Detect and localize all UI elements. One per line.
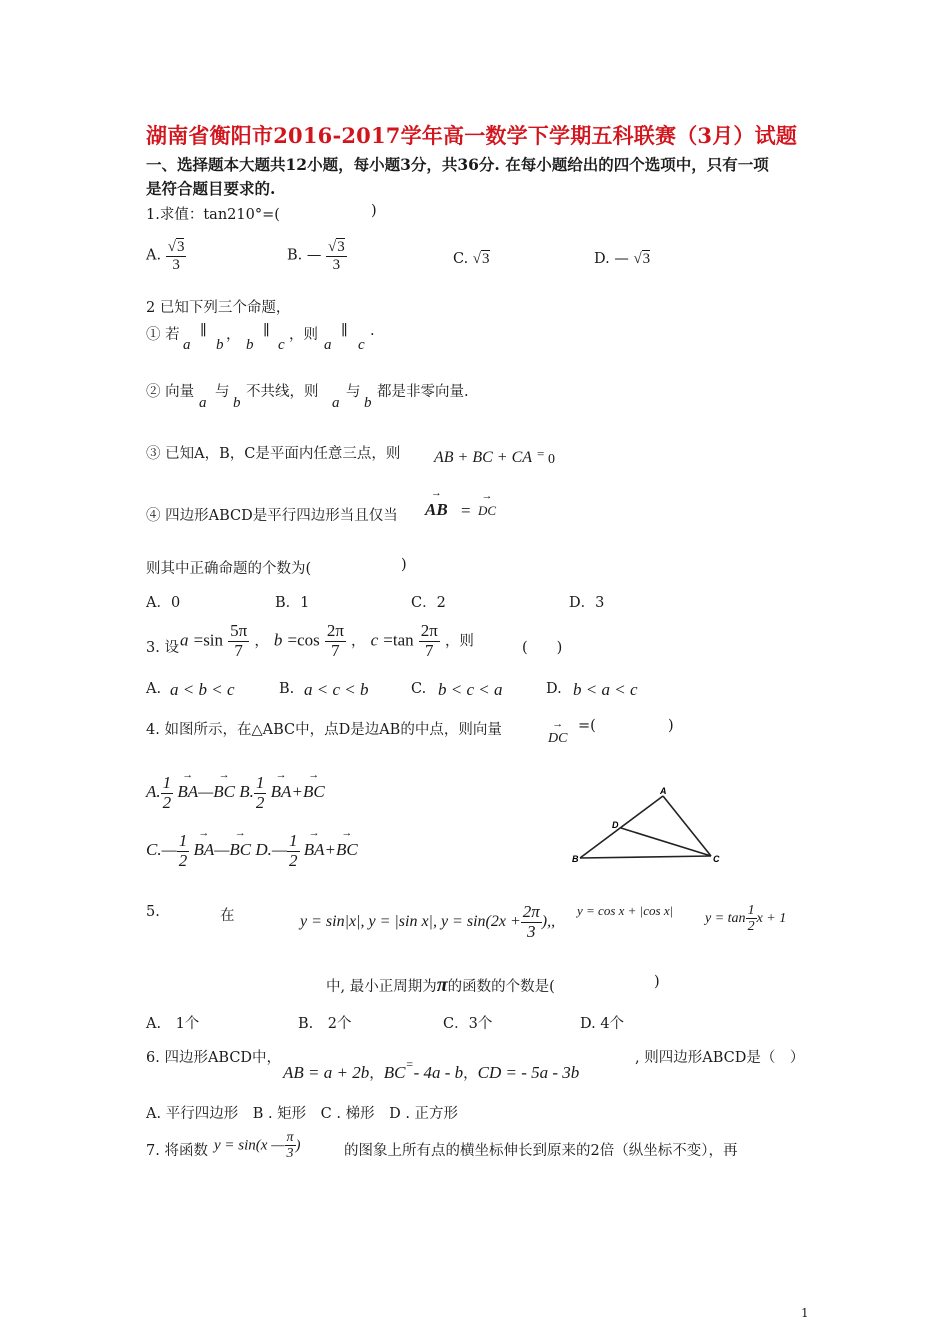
q2-p1-c2: c (358, 337, 365, 353)
q5-option-d: D. 4个 (580, 1016, 625, 1032)
q2-p2-nonzero: 都是非零向量. (377, 384, 469, 400)
q2-prop-4: ④ 四边形ABCD是平行四边形当且仅当 (146, 508, 398, 524)
q3-label-c: C. (411, 681, 427, 697)
q5-functions: y = sin|x|, y = |sin x|, y = sin(2x + $\frac{2\pi}{3}$ ),, (300, 902, 556, 941)
q1-option-b: B. — $\frac{√3}{3}$ (287, 239, 345, 273)
q3-option-a: a < b < c (170, 680, 235, 699)
q2-p2-and: 与 (215, 384, 230, 400)
q2-ask: 则其中正确命题的个数为( (146, 561, 312, 577)
q2-p1-end: . (370, 323, 375, 339)
q2-p3-zero: 0 (548, 452, 555, 467)
q4-vec-dc: → DC (548, 731, 567, 747)
q2-option-d: D．3 (569, 595, 605, 611)
q2-prop-1: ① 若 (146, 327, 180, 343)
q3-label-b: B. (279, 681, 295, 697)
q3-option-b: a < c < b (304, 680, 369, 699)
q1-option-a: A. $\frac{√3}{3}$ (146, 239, 185, 273)
q3-number: 3. 设 (146, 640, 179, 656)
q1-close-paren: ) (371, 203, 377, 219)
q5-function-4: y = cos x + |cos x| (577, 903, 674, 918)
q4-eq: =( (578, 718, 596, 734)
q2-p1-b2: b (246, 337, 254, 353)
q6-options: A. 平行四边形 B . 矩形 C . 梯形 D . 正方形 (146, 1106, 459, 1122)
q1-a-fraction: $\frac{√3}{3}$ (167, 239, 185, 273)
q2-p1-par2: ∥ (263, 323, 270, 339)
q2-option-b: B．1 (275, 595, 310, 611)
q2-p4-dc: → DC (478, 503, 496, 519)
q3-expression: a =sin $\frac{5\pi}{7}$ ， b =cos $\frac{2\pi}{7}$ ， c =tan $\frac{2\pi}{7}$ ，则 (180, 621, 474, 660)
q5-option-c: C．3个 (443, 1016, 493, 1032)
q5-close: ) (654, 974, 660, 990)
q2-p2-nocol: 不共线，则 (246, 384, 319, 400)
q2-close: ) (401, 557, 407, 573)
vertex-c-label: C (713, 854, 720, 864)
q1-number: 1. (146, 207, 160, 223)
q1-option-c: C. √3 (453, 251, 490, 267)
q5-function-5: y = tan $\frac{1}{2}$ x + 1 (705, 903, 787, 935)
q7-text2: 的图象上所有点的横坐标伸长到原来的2倍（纵坐标不变），再 (344, 1143, 738, 1159)
point-d-label: D (612, 820, 619, 830)
q2-p1-comma: ， (226, 327, 241, 343)
q2-p1-c1: c (278, 337, 285, 353)
q4-option-cd: C.— $\frac{1}{2}$ → BA—→ BC D.— $\frac{1}{2}$ → BA+→ BC (146, 832, 358, 870)
q2-prop-3: ③ 已知A，B，C是平面内任意三点，则 (146, 446, 401, 462)
q2-option-c: C．2 (411, 595, 446, 611)
q2-p3-expr: AB + BC + CA (434, 449, 533, 466)
side-bc (580, 856, 711, 858)
q3-option-c: b < c < a (438, 680, 503, 699)
page-number: 1 (801, 1306, 809, 1320)
q4-option-ab: A. $\frac{1}{2}$ → BA—→ BC B. $\frac{1}{2}$ → BA+→ BC (146, 774, 325, 812)
q2-p4-ab: → AB (425, 500, 448, 520)
q2-p4-eq: = (461, 501, 471, 520)
median-dc (621, 828, 711, 856)
vertex-b-label: B (572, 854, 579, 864)
triangle-figure (560, 782, 730, 872)
q3-option-d: b < a < c (573, 680, 638, 699)
q2-intro: 2 已知下列三个命题， (146, 300, 291, 316)
q6-tail: , 则四边形ABCD是（ ） (635, 1050, 805, 1066)
section-header-line1: 一、选择题本大题共12小题，每小题3分，共36分. 在每小题给出的四个选项中，只有一项 (146, 155, 769, 174)
q2-p2-b: b (233, 395, 241, 411)
q2-p1-b1: b (216, 337, 224, 353)
q2-p3-eq: = (537, 446, 545, 461)
side-ba (580, 796, 663, 858)
q2-p2-b2: b (364, 395, 372, 411)
q2-p2-and2: 与 (346, 384, 361, 400)
page-title: 湖南省衡阳市2016-2017学年高一数学下学期五科联赛（3月）试题 (146, 123, 798, 148)
q2-prop-2: ② 向量 (146, 384, 195, 400)
question-1 (146, 203, 280, 224)
q5-option-a: A. 1个 (146, 1016, 200, 1032)
q1-text: 求值：tan210°=( (159, 207, 280, 223)
q7-function: y = sin(x — $\frac{\pi}{3}$ ) (214, 1130, 301, 1162)
q2-p1-a: a (183, 337, 191, 353)
q2-p2-a2: a (332, 395, 340, 411)
q1-option-d: D. — √3 (594, 251, 651, 267)
q2-p1-par1: ∥ (200, 323, 207, 339)
q2-option-a: A．0 (146, 595, 181, 611)
q4-text: 4. 如图所示，在△ABC中，点D是边AB的中点，则向量 (146, 722, 502, 738)
q5-zai: 在 (220, 908, 235, 924)
q2-p1-a2: a (324, 337, 332, 353)
q4-close: ) (668, 718, 674, 734)
q2-p2-a: a (199, 395, 207, 411)
q5-option-b: B. 2个 (298, 1016, 352, 1032)
q3-label-d: D. (546, 681, 562, 697)
q2-p1-then: ，则 (289, 327, 318, 343)
q6-text: 6. 四边形ABCD中， (146, 1050, 282, 1066)
q3-label-a: A. (146, 681, 162, 697)
q5-line2: 中, 最小正周期为π的函数的个数是( (326, 974, 555, 996)
q7-text1: 7. 将函数 (146, 1143, 208, 1159)
side-ac (663, 796, 711, 856)
vertex-a-label: A (660, 786, 667, 796)
q5-number: 5. (146, 904, 160, 920)
section-header-line2: 是符合题目要求的. (146, 179, 276, 198)
q6-expr: AB = a + 2b，BC=- 4a - b，CD = - 5a - 3b (283, 1057, 580, 1082)
q2-p1-par3: ∥ (341, 323, 348, 339)
q3-paren: ( ) (522, 640, 563, 656)
q1-b-fraction: $\frac{√3}{3}$ (327, 239, 345, 273)
